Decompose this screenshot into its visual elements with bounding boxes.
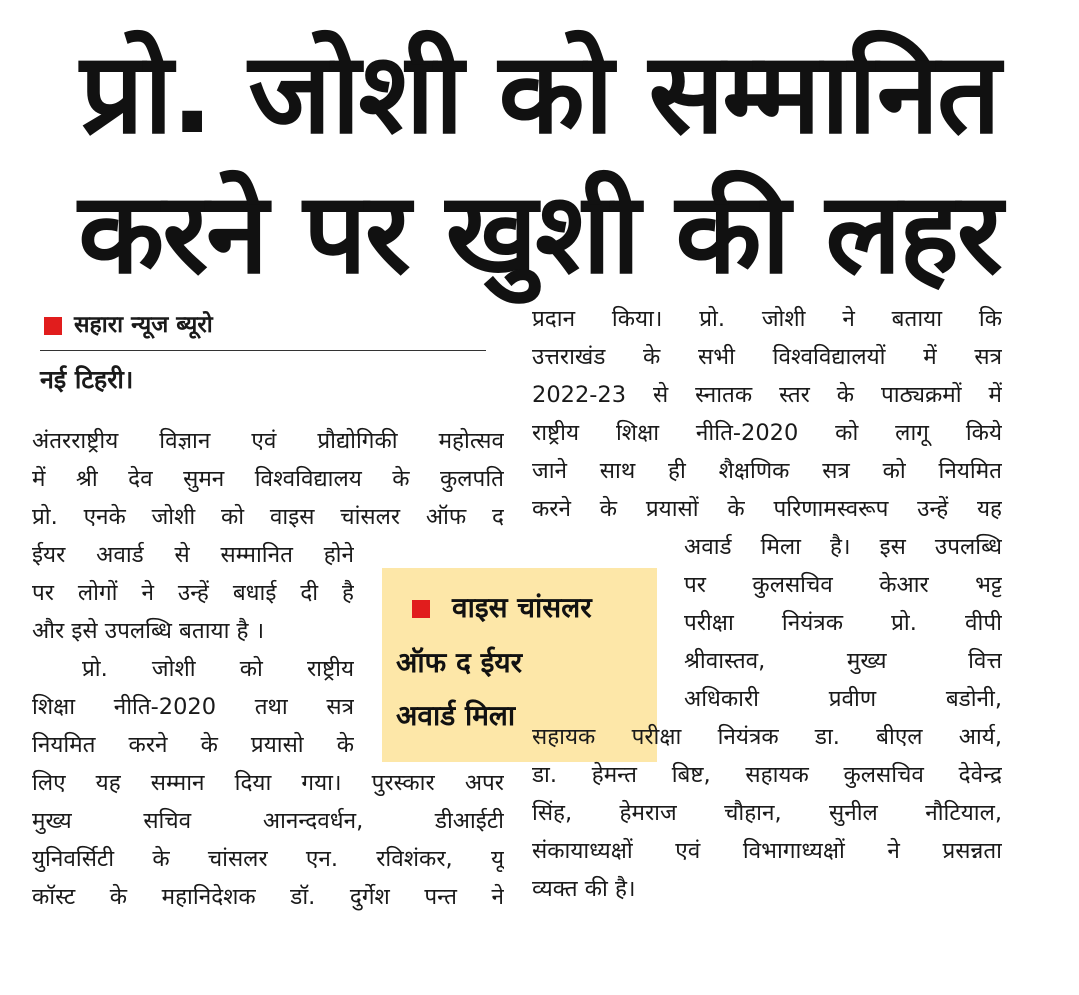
body-line: प्रदान किया। प्रो. जोशी ने बताया कि (532, 306, 1002, 332)
body-line: शिक्षा नीति-2020 तथा सत्र (32, 694, 354, 720)
body-line: व्यक्त की है। (532, 876, 636, 902)
body-line: युनिवर्सिटी के चांसलर एन. रविशंकर, यू (32, 846, 504, 872)
highlight-line-3: अवार्ड मिला (396, 699, 516, 732)
body-line: पर लोगों ने उन्हें बधाई दी है (32, 580, 354, 606)
body-line: प्रो. जोशी को राष्ट्रीय (82, 656, 354, 682)
byline-divider (40, 350, 486, 351)
body-line: लिए यह सम्मान दिया गया। पुरस्कार अपर (32, 770, 504, 796)
body-line: डा. हेमन्त बिष्ट, सहायक कुलसचिव देवेन्द्र (532, 762, 1002, 788)
body-line: उत्तराखंड के सभी विश्वविद्यालयों में सत्र (532, 344, 1002, 370)
body-line: सिंह, हेमराज चौहान, सुनील नौटियाल, (532, 800, 1002, 826)
body-line: राष्ट्रीय शिक्षा नीति-2020 को लागू किये (532, 420, 1002, 446)
body-line: अवार्ड मिला है। इस उपलब्धि (684, 534, 1002, 560)
body-line: नियमित करने के प्रयासो के (32, 732, 354, 758)
body-line: जाने साथ ही शैक्षणिक सत्र को नियमित (532, 458, 1002, 484)
body-line: ईयर अवार्ड से सम्मानित होने (32, 542, 354, 568)
body-line: श्रीवास्तव, मुख्य वित्त (684, 648, 1002, 674)
bullet-square-icon (412, 600, 430, 618)
headline-line-1: प्रो. जोशी को सम्मानित (80, 29, 999, 159)
byline-text: सहारा न्यूज ब्यूरो (74, 312, 213, 338)
body-line: संकायाध्यक्षों एवं विभागाध्यक्षों ने प्रसन्नता (532, 838, 1002, 864)
body-line: और इसे उपलब्धि बताया है । (32, 618, 265, 644)
body-line: में श्री देव सुमन विश्वविद्यालय के कुलपति (32, 466, 504, 492)
body-line: कॉस्ट के महानिदेशक डॉ. दुर्गेश पन्त ने (32, 884, 504, 910)
body-line: परीक्षा नियंत्रक प्रो. वीपी (684, 610, 1002, 636)
highlight-text: वाइस चांसलर (452, 591, 592, 624)
body-line: करने के प्रयासों के परिणामस्वरूप उन्हें यह (532, 496, 1002, 522)
right-column (532, 300, 1002, 908)
bullet-square-icon (44, 317, 62, 335)
body-line: पर कुलसचिव केआर भट्ट (684, 572, 1002, 598)
body-line: अंतरराष्ट्रीय विज्ञान एवं प्रौद्योगिकी महोत्सव (32, 428, 504, 454)
body-line: अधिकारी प्रवीण बडोनी, (684, 686, 1002, 712)
body-line: सहायक परीक्षा नियंत्रक डा. बीएल आर्य, (532, 724, 1002, 750)
highlight-line-2: ऑफ द ईयर (396, 646, 523, 679)
headline-line-2: करने पर खुशी की लहर (78, 169, 1001, 299)
body-line: प्रो. एनके जोशी को वाइस चांसलर ऑफ द (32, 504, 504, 530)
body-line: 2022-23 से स्नातक स्तर के पाठ्यक्रमों में (532, 382, 1002, 408)
dateline: नई टिहरी। (40, 365, 134, 394)
body-line: मुख्य सचिव आनन्दवर्धन, डीआईटी (32, 808, 504, 834)
byline (44, 310, 213, 340)
